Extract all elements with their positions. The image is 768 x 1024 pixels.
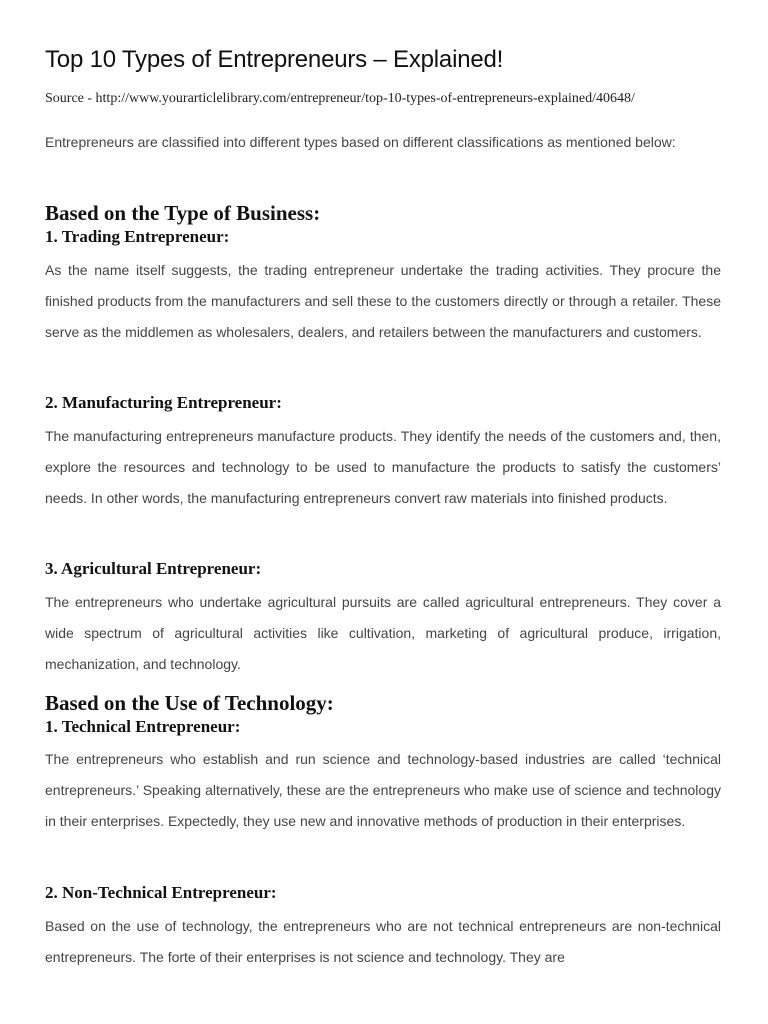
page-title: Top 10 Types of Entrepreneurs – Explained! — [45, 46, 504, 73]
intro-paragraph: Entrepreneurs are classified into different types based on different classifications as mentioned below: — [45, 134, 676, 150]
subheading-technical: 1. Technical Entrepreneur: — [45, 717, 241, 736]
paragraph-agricultural: The entrepreneurs who undertake agricultural pursuits are called agricultural entrepreneurs. They cover a wide spectrum of agricultural activities like cultivation, marketing of agricultural produce, irrigation, mechanization, and technology. — [45, 594, 721, 672]
paragraph-non-technical: Based on the use of technology, the entrepreneurs who are not technical entrepreneurs are non-technical entrepreneurs. The forte of their enterprises is not science and technology. They are — [45, 918, 721, 965]
paragraph-manufacturing: The manufacturing entrepreneurs manufacture products. They identify the needs of the customers and, then, explore the resources and technology to be used to manufacture the products to satisfy the customers’ needs. In other words, the manufacturing entrepreneurs convert raw materials into finished products. — [45, 428, 721, 506]
subheading-trading: 1. Trading Entrepreneur: — [45, 227, 230, 246]
subheading-non-technical: 2. Non-Technical Entrepreneur: — [45, 883, 277, 902]
source-line: Source - http://www.yourarticlelibrary.com/entrepreneur/top-10-types-of-entrepreneurs-explained/40648/ — [45, 91, 635, 106]
section-heading-technology: Based on the Use of Technology: — [45, 691, 334, 715]
paragraph-technical: The entrepreneurs who establish and run science and technology-based industries are called ‘technical entrepreneurs.’ Speaking alternatively, these are the entrepreneurs who make use of science and technology in their enterprises. Expectedly, they use new and innovative methods of production in their enterprises. — [45, 751, 721, 829]
subheading-agricultural: 3. Agricultural Entrepreneur: — [45, 559, 262, 578]
section-heading-business: Based on the Type of Business: — [45, 201, 321, 225]
paragraph-trading: As the name itself suggests, the trading entrepreneur undertake the trading activities. They procure the finished products from the manufacturers and sell these to the customers directly or through a retailer. These serve as the middlemen as wholesalers, dealers, and retailers between the manufacturers and customers. — [45, 262, 721, 340]
subheading-manufacturing: 2. Manufacturing Entrepreneur: — [45, 393, 282, 412]
